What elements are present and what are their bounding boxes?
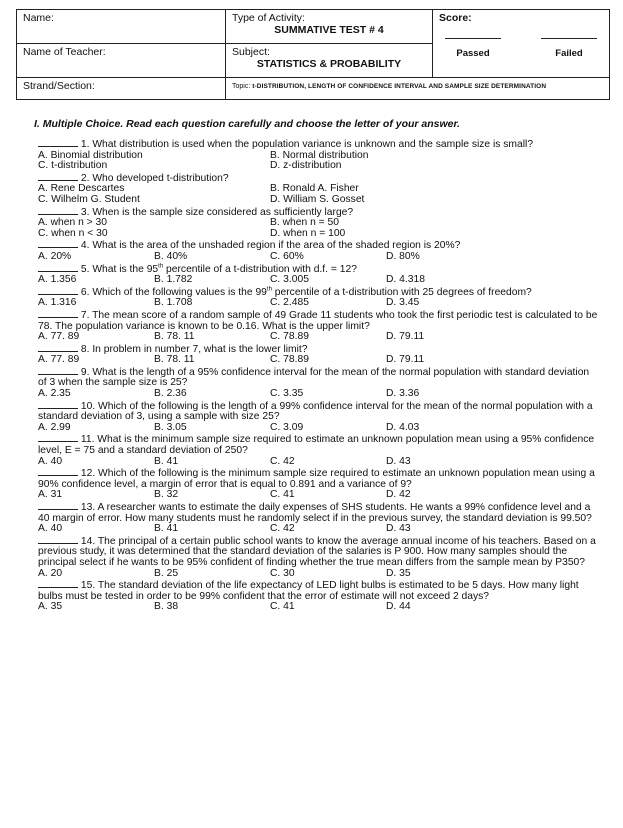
failed-blank[interactable] (541, 38, 597, 39)
choice-row (38, 195, 598, 206)
answer-blank[interactable] (38, 343, 78, 352)
answer-blank[interactable] (38, 263, 78, 272)
question-text (38, 309, 598, 332)
question-text (38, 433, 598, 456)
choice-option[interactable]: A. Binomial distribution (38, 149, 143, 161)
strand-cell[interactable] (17, 78, 226, 100)
choice-option[interactable]: A. 31 (38, 489, 63, 501)
choice-option[interactable]: B. 1.782 (154, 274, 193, 286)
question-text (38, 239, 598, 252)
question-stem: 13. A researcher wants to estimate the daily expenses of SHS students. He wants a 99% confidence level and a 40 margin of error. How many students must he randomly select if in the previous survey, the standard deviation is 99.50? (38, 502, 592, 524)
question-stem: 3. When is the sample size considered as sufficiently large? (80, 206, 354, 218)
choice-row (38, 602, 598, 613)
choice-row (38, 229, 598, 240)
choice-option[interactable]: A. 20% (38, 250, 72, 262)
choice-option[interactable]: A. Rene Descartes (38, 183, 125, 195)
question-stem: 14. The principal of a certain public school wants to know the average annual income of his teachers. Based on a previous study, it was determined that the standard deviation of the salaries is P 900. How many samples should the principal select if he wants to be 95% confident of finding whether the true mean differs from the sample mean by P350? (38, 535, 596, 568)
strand-label: Strand/Section: (23, 80, 95, 92)
choice-option[interactable]: A. 2.99 (38, 421, 71, 433)
question-stem: 7. The mean score of a random sample of 49 Grade 11 students who took the first periodic test is calculated to be 78. The population variance is known to be 0.16. What is the upper limit? (38, 309, 598, 332)
answer-blank[interactable] (38, 433, 78, 442)
header-table (16, 9, 610, 100)
subject-value: STATISTICS & PROBABILITY (256, 58, 402, 70)
question-item (38, 138, 598, 172)
choice-option[interactable]: C. when n < 30 (38, 227, 108, 239)
topic-label: Topic: (232, 83, 251, 90)
question-item (38, 309, 598, 343)
answer-blank[interactable] (38, 309, 78, 318)
choice-option[interactable]: C. 3.35 (270, 388, 304, 400)
answer-blank[interactable] (38, 286, 78, 295)
choice-option[interactable]: B. 3.05 (154, 421, 187, 433)
choice-option[interactable]: A. 1.316 (38, 297, 77, 309)
choice-option[interactable]: C. 60% (270, 250, 304, 262)
choice-row (38, 332, 598, 343)
question-item (38, 239, 598, 262)
question-stem-part: 6. Which of the following values is the 99 (80, 286, 267, 298)
question-stem: 4. What is the area of the unshaded region if the area of the shaded region is 20%? (80, 240, 461, 252)
question-text (38, 501, 598, 524)
answer-blank[interactable] (38, 579, 78, 588)
question-text (38, 343, 598, 356)
instructions: I. Multiple Choice. Read each question carefully and choose the letter of your answer. (34, 118, 460, 130)
name-cell[interactable] (17, 10, 226, 44)
teacher-label: Name of Teacher: (23, 46, 106, 58)
question-text (38, 263, 598, 276)
choice-option[interactable]: A. 2.35 (38, 388, 71, 400)
failed-column (541, 38, 597, 59)
question-text (38, 286, 598, 299)
choice-option[interactable]: A. 1.356 (38, 274, 77, 286)
question-item (38, 366, 598, 400)
question-stem-part: percentile of a t-distribution with d.f. = 12? (163, 263, 357, 275)
choice-option[interactable]: C. 30 (270, 567, 295, 579)
question-item (38, 172, 598, 206)
ordinal-suffix: th (158, 263, 164, 270)
choice-option[interactable]: B. 32 (154, 489, 179, 501)
question-stem: 10. Which of the following is the length of a 99% confidence interval for the mean of the normal population with a standard deviation of 3, using a sample with size 25? (38, 400, 593, 423)
choice-option[interactable]: D. 4.03 (386, 421, 420, 433)
pass-fail-area (439, 38, 603, 59)
question-list (38, 138, 598, 613)
answer-blank[interactable] (38, 501, 78, 510)
choice-option[interactable]: B. 1.708 (154, 297, 193, 309)
ordinal-suffix: th (266, 286, 272, 293)
question-text (38, 535, 598, 569)
choice-option[interactable]: D. 43 (386, 523, 411, 535)
question-stem-part: 5. What is the 95 (80, 263, 159, 275)
question-stem: 12. Which of the following is the minimum sample size required to estimate an unknown population mean using a 90% confidence level, a margin of error that is equal to 0.891 and a variance of 9? (38, 468, 595, 490)
question-text (38, 366, 598, 389)
question-stem: 11. What is the minimum sample size required to estimate an unknown population mean using a 95% confidence level, E = 75 and a standard deviation of 250? (38, 434, 595, 457)
choice-option[interactable]: B. 2.36 (154, 388, 187, 400)
choice-row (38, 161, 598, 172)
choice-row (38, 252, 598, 263)
choice-row (38, 569, 598, 580)
choice-option[interactable]: D. z-distribution (270, 160, 342, 172)
question-item (38, 433, 598, 467)
activity-cell (226, 10, 433, 44)
activity-value: SUMMATIVE TEST # 4 (274, 24, 384, 36)
choice-option[interactable]: B. Normal distribution (270, 149, 369, 161)
activity-label: Type of Activity: (232, 12, 305, 24)
answer-blank[interactable] (38, 172, 78, 181)
choice-option[interactable]: C. 42 (270, 523, 295, 535)
choice-option[interactable]: B. 38 (154, 601, 179, 613)
question-stem: 8. In problem in number 7, what is the lower limit? (80, 343, 308, 355)
choice-option[interactable]: B. 41 (154, 523, 179, 535)
choice-row (38, 490, 598, 501)
score-cell (433, 10, 610, 78)
question-stem: 1. What distribution is used when the population variance is unknown and the sample size is small? (80, 139, 534, 150)
choice-row (38, 355, 598, 366)
choice-option[interactable]: C. t-distribution (38, 160, 108, 172)
choice-row (38, 423, 598, 434)
choice-option[interactable]: D. 43 (386, 455, 411, 467)
choice-option[interactable]: C. 2.485 (270, 297, 309, 309)
choice-option[interactable]: D. 4.318 (386, 274, 425, 286)
choice-option[interactable]: D. 35 (386, 567, 411, 579)
choice-option[interactable]: D. 79.11 (386, 331, 425, 343)
choice-option[interactable]: A. 20 (38, 567, 63, 579)
choice-option[interactable]: A. 77. 89 (38, 354, 80, 366)
choice-option[interactable]: C. 42 (270, 455, 295, 467)
choice-option[interactable]: C. 41 (270, 489, 295, 501)
choice-option[interactable]: D. William S. Gosset (270, 193, 365, 205)
choice-option[interactable]: D. 80% (386, 250, 420, 262)
choice-option[interactable]: D. 3.45 (386, 297, 420, 309)
choice-row (38, 389, 598, 400)
question-item (38, 535, 598, 579)
choice-row (38, 457, 598, 468)
choice-option[interactable]: B. 78. 11 (154, 354, 195, 366)
name-label: Name: (23, 12, 54, 24)
question-item (38, 467, 598, 501)
choice-row (38, 275, 598, 286)
question-item (38, 579, 598, 613)
choice-option[interactable]: C. 3.005 (270, 274, 309, 286)
question-item (38, 343, 598, 366)
choice-option[interactable]: D. 44 (386, 601, 411, 613)
question-item (38, 206, 598, 240)
choice-option[interactable]: B. 78. 11 (154, 331, 195, 343)
choice-option[interactable]: A. 40 (38, 455, 63, 467)
choice-option[interactable]: B. 41 (154, 455, 179, 467)
choice-option[interactable]: D. 79.11 (386, 354, 425, 366)
choice-option[interactable]: A. 35 (38, 601, 63, 613)
question-item (38, 286, 598, 309)
choice-option[interactable]: A. when n > 30 (38, 217, 107, 229)
answer-blank[interactable] (38, 239, 78, 248)
question-text (38, 579, 598, 602)
answer-blank[interactable] (38, 467, 78, 476)
choice-row (38, 524, 598, 535)
choice-option[interactable]: A. 40 (38, 523, 63, 535)
choice-option[interactable]: D. 42 (386, 489, 411, 501)
question-item (38, 400, 598, 434)
subject-label: Subject: (232, 46, 270, 58)
score-label: Score: (439, 12, 472, 24)
failed-label: Failed (555, 48, 583, 59)
question-stem: 2. Who developed t-distribution? (80, 172, 229, 184)
choice-option[interactable]: C. 3.09 (270, 421, 304, 433)
choice-option[interactable]: C. 78.89 (270, 331, 309, 343)
choice-row (38, 298, 598, 309)
passed-label: Passed (456, 48, 490, 59)
answer-blank[interactable] (38, 138, 78, 147)
choice-option[interactable]: B. 25 (154, 567, 179, 579)
answer-blank[interactable] (38, 535, 78, 544)
question-text (38, 467, 598, 490)
question-stem-part: percentile of a t-distribution with 25 degrees of freedom? (271, 286, 532, 298)
choice-option[interactable]: C. 78.89 (270, 354, 309, 366)
question-text (38, 400, 598, 423)
passed-column (445, 38, 501, 59)
question-text (38, 138, 598, 151)
choice-option[interactable]: B. Ronald A. Fisher (270, 183, 359, 195)
topic-value: t-DISTRIBUTION, LENGTH OF CONFIDENCE INTERVAL AND SAMPLE SIZE DETERMINATION (252, 83, 547, 90)
choice-option[interactable]: C. Wilhelm G. Student (38, 193, 140, 205)
choice-option[interactable]: C. 41 (270, 601, 295, 613)
topic-cell (226, 78, 610, 100)
answer-blank[interactable] (38, 400, 78, 409)
choice-option[interactable]: B. 40% (154, 250, 188, 262)
answer-blank[interactable] (38, 366, 78, 375)
teacher-cell[interactable] (17, 44, 226, 78)
passed-blank[interactable] (445, 38, 501, 39)
choice-option[interactable]: D. 3.36 (386, 388, 420, 400)
choice-option[interactable]: B. when n = 50 (270, 217, 339, 229)
choice-option[interactable]: D. when n = 100 (270, 227, 346, 239)
question-item (38, 501, 598, 535)
subject-cell (226, 44, 433, 78)
answer-blank[interactable] (38, 206, 78, 215)
question-item (38, 263, 598, 286)
question-stem: 9. What is the length of a 95% confidence interval for the mean of the normal population with standard deviation of 3 when the sample size is 25? (38, 366, 590, 389)
question-stem: 15. The standard deviation of the life expectancy of LED light bulbs is estimated to be 5 days. How many light bulbs must be tested in order to be 99% confident that the error of estimate will not exceed 2 days? (38, 580, 579, 602)
choice-option[interactable]: A. 77. 89 (38, 331, 80, 343)
